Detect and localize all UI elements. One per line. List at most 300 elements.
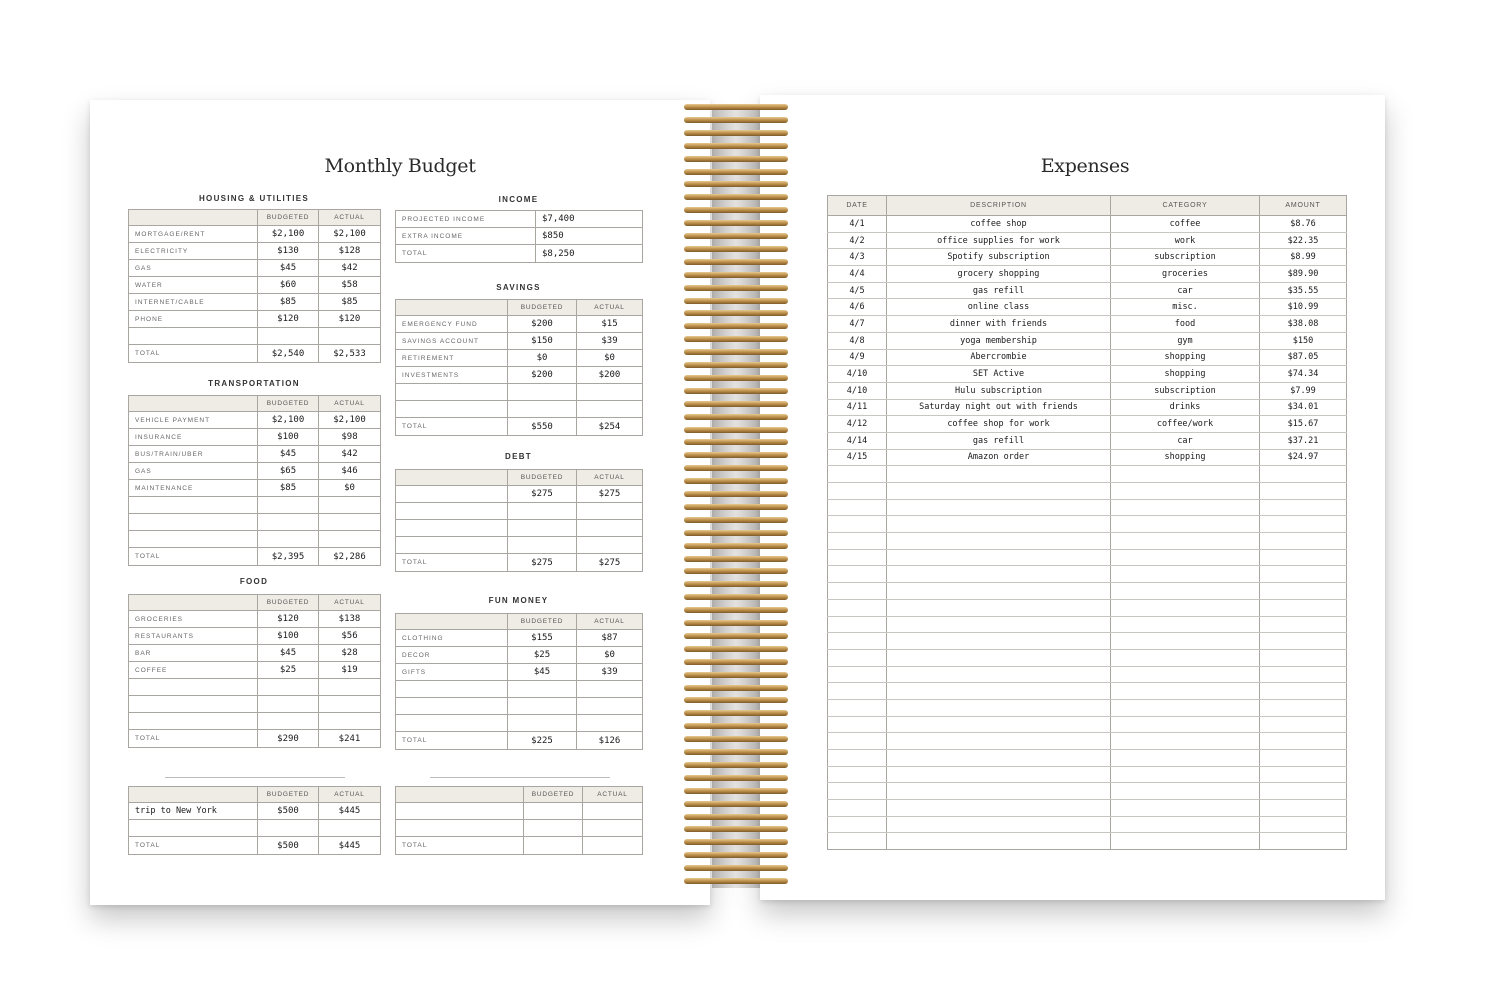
empty-cell	[1260, 466, 1347, 483]
empty-cell	[258, 497, 319, 514]
column-header: ACTUAL	[577, 470, 643, 486]
coil-ring	[684, 556, 788, 562]
coil-ring	[684, 517, 788, 523]
empty-cell	[396, 401, 508, 418]
category-cell: car	[1111, 432, 1260, 449]
empty-cell	[129, 531, 258, 548]
empty-cell	[1260, 583, 1347, 600]
table-header-row	[129, 210, 381, 226]
total-label: TOTAL	[396, 554, 508, 572]
total-actual: $126	[577, 732, 643, 750]
empty-cell	[319, 497, 381, 514]
category-cell: gym	[1111, 332, 1260, 349]
empty-cell	[319, 713, 381, 730]
description-cell: gas refill	[887, 282, 1111, 299]
empty-cell	[1260, 633, 1347, 650]
empty-cell	[887, 583, 1111, 600]
coil-ring	[684, 646, 788, 652]
description-cell: SET Active	[887, 366, 1111, 383]
total-actual: $275	[577, 554, 643, 572]
divider-line	[430, 777, 610, 778]
empty-cell	[524, 820, 583, 837]
budgeted-cell: $60	[258, 277, 319, 294]
date-cell: 4/10	[828, 382, 887, 399]
fun-money-section-title: FUN MONEY	[488, 596, 549, 605]
actual-cell: $28	[319, 645, 381, 662]
coil-ring	[684, 685, 788, 691]
total-budgeted	[524, 837, 583, 855]
empty-cell	[887, 633, 1111, 650]
row-label: MORTGAGE/RENT	[129, 226, 258, 243]
expense-row	[828, 382, 1347, 399]
empty-cell	[129, 328, 258, 345]
fun-money-table	[395, 613, 643, 750]
total-row	[396, 418, 643, 436]
table-row	[396, 333, 643, 350]
empty-cell	[1260, 666, 1347, 683]
empty-cell	[828, 683, 887, 700]
coil-ring	[684, 323, 788, 329]
actual-cell: $275	[577, 486, 643, 503]
empty-cell	[887, 616, 1111, 633]
empty-cell	[828, 466, 887, 483]
empty-cell	[887, 566, 1111, 583]
empty-cell	[396, 503, 508, 520]
empty-cell	[887, 533, 1111, 550]
amount-cell: $8.99	[1260, 249, 1347, 266]
empty-cell	[258, 696, 319, 713]
table-row	[396, 664, 643, 681]
empty-cell	[887, 816, 1111, 833]
coil-ring	[684, 117, 788, 123]
coil-ring	[684, 246, 788, 252]
table-row	[129, 294, 381, 311]
budgeted-cell: $275	[508, 486, 577, 503]
empty-cell	[828, 649, 887, 666]
coil-ring	[684, 310, 788, 316]
row-label: GAS	[129, 463, 258, 480]
budgeted-cell: $150	[508, 333, 577, 350]
empty-cell	[828, 616, 887, 633]
expense-row	[828, 399, 1347, 416]
total-row	[129, 548, 381, 566]
budgeted-cell: $120	[258, 311, 319, 328]
description-cell: coffee shop for work	[887, 416, 1111, 433]
column-header	[129, 595, 258, 611]
coil-ring	[684, 633, 788, 639]
empty-row	[129, 679, 381, 696]
empty-row	[828, 666, 1347, 683]
expense-row	[828, 432, 1347, 449]
actual-cell: $128	[319, 243, 381, 260]
custom-category-table-blank	[395, 786, 643, 855]
row-label: DECOR	[396, 647, 508, 664]
empty-cell	[396, 820, 524, 837]
total-budgeted: $290	[258, 730, 319, 748]
actual-cell: $19	[319, 662, 381, 679]
total-actual: $445	[319, 837, 381, 855]
coil-ring	[684, 336, 788, 342]
empty-row	[828, 466, 1347, 483]
empty-cell	[887, 733, 1111, 750]
amount-cell: $8.76	[1260, 216, 1347, 233]
empty-cell	[524, 803, 583, 820]
total-label: TOTAL	[129, 345, 258, 363]
total-amount: $8,250	[536, 245, 643, 263]
expense-row	[828, 282, 1347, 299]
coil-ring	[684, 762, 788, 768]
coil-ring	[684, 530, 788, 536]
coil-ring	[684, 169, 788, 175]
expense-row	[828, 366, 1347, 383]
budgeted-cell: $120	[258, 611, 319, 628]
amount-cell: $87.05	[1260, 349, 1347, 366]
empty-cell	[1260, 499, 1347, 516]
empty-cell	[258, 531, 319, 548]
empty-row	[828, 733, 1347, 750]
coil-ring	[684, 852, 788, 858]
column-header: ACTUAL	[577, 614, 643, 630]
empty-cell	[1111, 800, 1260, 817]
empty-cell	[1111, 666, 1260, 683]
column-header	[396, 787, 524, 803]
empty-row	[828, 599, 1347, 616]
empty-cell	[887, 516, 1111, 533]
column-header: BUDGETED	[524, 787, 583, 803]
expense-row	[828, 299, 1347, 316]
empty-cell	[1111, 766, 1260, 783]
empty-cell	[577, 537, 643, 554]
empty-cell	[577, 698, 643, 715]
empty-cell	[396, 681, 508, 698]
empty-cell	[396, 698, 508, 715]
total-label: TOTAL	[396, 245, 536, 263]
empty-cell	[1111, 733, 1260, 750]
actual-cell: $0	[577, 350, 643, 367]
empty-cell	[129, 497, 258, 514]
empty-cell	[1111, 616, 1260, 633]
column-header: ACTUAL	[319, 595, 381, 611]
total-row	[396, 732, 643, 750]
empty-row	[828, 716, 1347, 733]
empty-cell	[1111, 466, 1260, 483]
coil-ring	[684, 594, 788, 600]
table-row	[129, 662, 381, 679]
expense-row	[828, 316, 1347, 333]
empty-row	[828, 583, 1347, 600]
transportation-section-title: TRANSPORTATION	[208, 379, 300, 388]
description-cell: Saturday night out with friends	[887, 399, 1111, 416]
coil-ring	[684, 749, 788, 755]
column-header: BUDGETED	[508, 300, 577, 316]
date-cell: 4/9	[828, 349, 887, 366]
empty-cell	[828, 699, 887, 716]
total-actual: $2,533	[319, 345, 381, 363]
table-header-row	[828, 196, 1347, 216]
empty-cell	[1111, 699, 1260, 716]
empty-cell	[1260, 816, 1347, 833]
row-label: ELECTRICITY	[129, 243, 258, 260]
empty-cell	[887, 499, 1111, 516]
table-row	[129, 645, 381, 662]
column-header: BUDGETED	[508, 614, 577, 630]
empty-cell	[887, 649, 1111, 666]
date-cell: 4/14	[828, 432, 887, 449]
column-header: ACTUAL	[319, 396, 381, 412]
empty-cell	[129, 696, 258, 713]
table-row	[129, 311, 381, 328]
actual-cell: $445	[319, 803, 381, 820]
debt-section-title: DEBT	[505, 452, 532, 461]
empty-cell	[583, 820, 643, 837]
empty-cell	[887, 783, 1111, 800]
empty-cell	[1111, 633, 1260, 650]
coil-ring	[684, 388, 788, 394]
row-label: BUS/TRAIN/UBER	[129, 446, 258, 463]
empty-cell	[1260, 599, 1347, 616]
empty-cell	[396, 384, 508, 401]
empty-row	[828, 649, 1347, 666]
transportation-table	[128, 395, 381, 566]
empty-cell	[1260, 566, 1347, 583]
coil-ring	[684, 865, 788, 871]
actual-cell: $56	[319, 628, 381, 645]
coil-ring	[684, 439, 788, 445]
budgeted-cell: $155	[508, 630, 577, 647]
expense-row	[828, 266, 1347, 283]
table-row	[129, 226, 381, 243]
column-header: BUDGETED	[258, 396, 319, 412]
empty-cell	[887, 549, 1111, 566]
empty-cell	[129, 679, 258, 696]
column-header	[129, 210, 258, 226]
category-cell: coffee	[1111, 216, 1260, 233]
income-section-title: INCOME	[498, 195, 539, 204]
table-row	[396, 228, 643, 245]
total-label: TOTAL	[129, 730, 258, 748]
coil-ring	[684, 452, 788, 458]
actual-cell: $42	[319, 260, 381, 277]
total-row	[396, 554, 643, 572]
column-header	[396, 300, 508, 316]
coil-ring	[684, 788, 788, 794]
total-label: TOTAL	[396, 732, 508, 750]
amount-cell: $7,400	[536, 211, 643, 228]
column-header: ACTUAL	[319, 787, 381, 803]
empty-cell	[1111, 499, 1260, 516]
column-header	[396, 470, 508, 486]
coil-ring	[684, 194, 788, 200]
coil-ring	[684, 659, 788, 665]
empty-cell	[508, 384, 577, 401]
date-cell: 4/11	[828, 399, 887, 416]
total-label: TOTAL	[396, 837, 524, 855]
coil-ring	[684, 801, 788, 807]
empty-row	[828, 783, 1347, 800]
empty-cell	[319, 531, 381, 548]
empty-cell	[1111, 716, 1260, 733]
total-row	[396, 837, 643, 855]
empty-cell	[258, 713, 319, 730]
coil-ring	[684, 143, 788, 149]
empty-cell	[1260, 683, 1347, 700]
empty-row	[396, 715, 643, 732]
coil-ring	[684, 697, 788, 703]
category-cell: shopping	[1111, 366, 1260, 383]
empty-cell	[258, 328, 319, 345]
empty-cell	[1260, 533, 1347, 550]
actual-cell: $98	[319, 429, 381, 446]
page-title: Monthly Budget	[324, 155, 476, 177]
table-row	[129, 277, 381, 294]
empty-row	[828, 699, 1347, 716]
empty-row	[828, 816, 1347, 833]
empty-cell	[129, 713, 258, 730]
date-cell: 4/15	[828, 449, 887, 466]
table-row	[396, 486, 643, 503]
empty-cell	[508, 401, 577, 418]
row-label: trip to New York	[129, 803, 258, 820]
total-label: TOTAL	[129, 548, 258, 566]
coil-ring	[684, 349, 788, 355]
empty-row	[828, 683, 1347, 700]
empty-cell	[887, 833, 1111, 850]
savings-table	[395, 299, 643, 436]
empty-cell	[1111, 816, 1260, 833]
empty-row	[129, 696, 381, 713]
coil-ring	[684, 375, 788, 381]
column-header: BUDGETED	[258, 595, 319, 611]
column-header: CATEGORY	[1111, 196, 1260, 216]
empty-cell	[508, 503, 577, 520]
description-cell: office supplies for work	[887, 232, 1111, 249]
housing-table	[128, 209, 381, 363]
table-row	[396, 211, 643, 228]
date-cell: 4/7	[828, 316, 887, 333]
empty-cell	[828, 750, 887, 767]
column-header: AMOUNT	[1260, 196, 1347, 216]
row-label: WATER	[129, 277, 258, 294]
total-row	[129, 837, 381, 855]
empty-row	[396, 503, 643, 520]
empty-cell	[1260, 833, 1347, 850]
table-row	[396, 630, 643, 647]
table-header-row	[129, 787, 381, 803]
empty-cell	[577, 681, 643, 698]
coil-ring	[684, 181, 788, 187]
empty-row	[828, 616, 1347, 633]
budgeted-cell: $85	[258, 480, 319, 497]
actual-cell: $2,100	[319, 412, 381, 429]
empty-cell	[1111, 583, 1260, 600]
empty-cell	[319, 820, 381, 837]
description-cell: gas refill	[887, 432, 1111, 449]
empty-cell	[828, 599, 887, 616]
empty-row	[828, 516, 1347, 533]
table-row	[129, 611, 381, 628]
category-cell: shopping	[1111, 449, 1260, 466]
empty-cell	[1260, 716, 1347, 733]
empty-row	[129, 497, 381, 514]
actual-cell: $39	[577, 333, 643, 350]
actual-cell: $85	[319, 294, 381, 311]
monthly-budget-page	[90, 100, 710, 905]
amount-cell: $35.55	[1260, 282, 1347, 299]
table-row	[129, 412, 381, 429]
amount-cell: $38.08	[1260, 316, 1347, 333]
column-header: DESCRIPTION	[887, 196, 1111, 216]
coil-ring	[684, 401, 788, 407]
empty-row	[828, 566, 1347, 583]
total-actual: $241	[319, 730, 381, 748]
coil-ring	[684, 259, 788, 265]
empty-cell	[887, 716, 1111, 733]
coil-ring	[684, 775, 788, 781]
total-budgeted: $500	[258, 837, 319, 855]
description-cell: online class	[887, 299, 1111, 316]
empty-cell	[396, 715, 508, 732]
coil-ring	[684, 298, 788, 304]
row-label: RESTAURANTS	[129, 628, 258, 645]
coil-ring	[684, 672, 788, 678]
empty-cell	[1111, 566, 1260, 583]
expense-row	[828, 216, 1347, 233]
empty-cell	[508, 520, 577, 537]
empty-cell	[887, 699, 1111, 716]
coil-ring	[684, 478, 788, 484]
empty-cell	[1260, 750, 1347, 767]
actual-cell: $87	[577, 630, 643, 647]
row-label: MAINTENANCE	[129, 480, 258, 497]
date-cell: 4/6	[828, 299, 887, 316]
total-actual: $254	[577, 418, 643, 436]
coil-ring	[684, 723, 788, 729]
amount-cell: $10.99	[1260, 299, 1347, 316]
budgeted-cell: $130	[258, 243, 319, 260]
budgeted-cell: $500	[258, 803, 319, 820]
table-row	[396, 647, 643, 664]
empty-cell	[583, 803, 643, 820]
coil-ring	[684, 607, 788, 613]
empty-row	[396, 803, 643, 820]
empty-cell	[1260, 733, 1347, 750]
empty-cell	[828, 766, 887, 783]
empty-cell	[1111, 533, 1260, 550]
budgeted-cell: $45	[258, 446, 319, 463]
row-label: EMERGENCY FUND	[396, 316, 508, 333]
total-actual	[583, 837, 643, 855]
empty-cell	[508, 698, 577, 715]
empty-row	[396, 698, 643, 715]
empty-cell	[1260, 483, 1347, 500]
empty-cell	[887, 599, 1111, 616]
empty-cell	[396, 803, 524, 820]
coil-ring	[684, 465, 788, 471]
empty-cell	[577, 715, 643, 732]
empty-cell	[1260, 516, 1347, 533]
empty-cell	[887, 766, 1111, 783]
column-header: BUDGETED	[258, 210, 319, 226]
description-cell: Spotify subscription	[887, 249, 1111, 266]
total-budgeted: $2,395	[258, 548, 319, 566]
amount-cell: $850	[536, 228, 643, 245]
budgeted-cell: $0	[508, 350, 577, 367]
empty-row	[129, 820, 381, 837]
empty-row	[129, 328, 381, 345]
row-label: VEHICLE PAYMENT	[129, 412, 258, 429]
budgeted-cell: $45	[508, 664, 577, 681]
empty-row	[396, 384, 643, 401]
